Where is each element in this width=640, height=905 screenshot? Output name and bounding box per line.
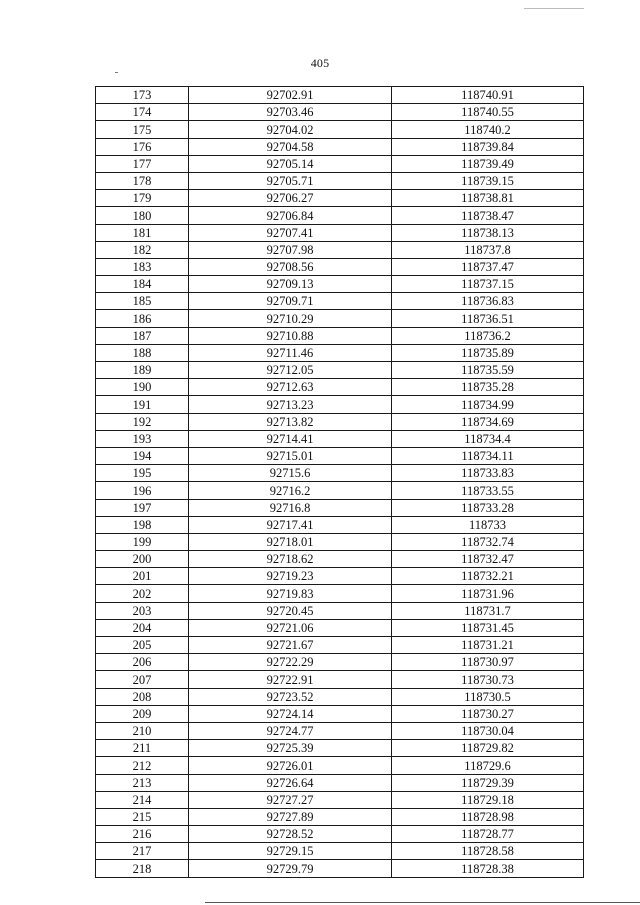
x-coordinate-cell: 92714.41 xyxy=(189,430,392,447)
y-coordinate-cell: 118740.55 xyxy=(392,104,584,121)
page-bottom-rule xyxy=(205,902,640,903)
table-row xyxy=(96,774,584,791)
x-coordinate-cell: 92706.27 xyxy=(189,190,392,207)
x-coordinate-cell: 92712.63 xyxy=(189,379,392,396)
y-coordinate-cell: 118731.7 xyxy=(392,602,584,619)
table-row xyxy=(96,241,584,258)
table-row xyxy=(96,860,584,877)
scan-speck xyxy=(115,72,118,73)
table-row xyxy=(96,499,584,516)
x-coordinate-cell: 92729.79 xyxy=(189,860,392,877)
table-row xyxy=(96,671,584,688)
y-coordinate-cell: 118730.73 xyxy=(392,671,584,688)
y-coordinate-cell: 118737.8 xyxy=(392,241,584,258)
table-row xyxy=(96,533,584,550)
y-coordinate-cell: 118731.96 xyxy=(392,585,584,602)
y-coordinate-cell: 118731.21 xyxy=(392,637,584,654)
x-coordinate-cell: 92705.71 xyxy=(189,172,392,189)
point-number-cell: 202 xyxy=(96,585,189,602)
table-row xyxy=(96,207,584,224)
x-coordinate-cell: 92727.89 xyxy=(189,808,392,825)
x-coordinate-cell: 92718.01 xyxy=(189,533,392,550)
point-number-cell: 217 xyxy=(96,843,189,860)
y-coordinate-cell: 118738.13 xyxy=(392,224,584,241)
point-number-cell: 215 xyxy=(96,808,189,825)
x-coordinate-cell: 92722.29 xyxy=(189,654,392,671)
table-row xyxy=(96,688,584,705)
point-number-cell: 211 xyxy=(96,740,189,757)
point-number-cell: 214 xyxy=(96,791,189,808)
x-coordinate-cell: 92718.62 xyxy=(189,551,392,568)
point-number-cell: 183 xyxy=(96,258,189,275)
point-number-cell: 179 xyxy=(96,190,189,207)
point-number-cell: 194 xyxy=(96,447,189,464)
y-coordinate-cell: 118733.28 xyxy=(392,499,584,516)
coordinate-table xyxy=(95,86,584,878)
table-row xyxy=(96,258,584,275)
x-coordinate-cell: 92728.52 xyxy=(189,826,392,843)
table-row xyxy=(96,344,584,361)
point-number-cell: 175 xyxy=(96,121,189,138)
x-coordinate-cell: 92704.02 xyxy=(189,121,392,138)
table-row xyxy=(96,465,584,482)
table-row xyxy=(96,327,584,344)
x-coordinate-cell: 92707.41 xyxy=(189,224,392,241)
y-coordinate-cell: 118731.45 xyxy=(392,619,584,636)
point-number-cell: 190 xyxy=(96,379,189,396)
point-number-cell: 216 xyxy=(96,826,189,843)
y-coordinate-cell: 118735.59 xyxy=(392,362,584,379)
point-number-cell: 206 xyxy=(96,654,189,671)
table-row xyxy=(96,740,584,757)
table-row xyxy=(96,791,584,808)
x-coordinate-cell: 92710.29 xyxy=(189,310,392,327)
x-coordinate-cell: 92709.13 xyxy=(189,276,392,293)
y-coordinate-cell: 118739.49 xyxy=(392,155,584,172)
point-number-cell: 210 xyxy=(96,722,189,739)
y-coordinate-cell: 118740.2 xyxy=(392,121,584,138)
table-row xyxy=(96,551,584,568)
table-row xyxy=(96,172,584,189)
y-coordinate-cell: 118738.81 xyxy=(392,190,584,207)
y-coordinate-cell: 118739.84 xyxy=(392,138,584,155)
point-number-cell: 184 xyxy=(96,276,189,293)
table-row xyxy=(96,362,584,379)
table-row xyxy=(96,757,584,774)
y-coordinate-cell: 118728.98 xyxy=(392,808,584,825)
table-row xyxy=(96,602,584,619)
y-coordinate-cell: 118732.21 xyxy=(392,568,584,585)
x-coordinate-cell: 92702.91 xyxy=(189,87,392,104)
point-number-cell: 207 xyxy=(96,671,189,688)
point-number-cell: 181 xyxy=(96,224,189,241)
table-row xyxy=(96,705,584,722)
x-coordinate-cell: 92716.2 xyxy=(189,482,392,499)
table-row xyxy=(96,155,584,172)
point-number-cell: 182 xyxy=(96,241,189,258)
x-coordinate-cell: 92706.84 xyxy=(189,207,392,224)
point-number-cell: 213 xyxy=(96,774,189,791)
y-coordinate-cell: 118730.5 xyxy=(392,688,584,705)
point-number-cell: 203 xyxy=(96,602,189,619)
y-coordinate-cell: 118733 xyxy=(392,516,584,533)
point-number-cell: 209 xyxy=(96,705,189,722)
y-coordinate-cell: 118729.82 xyxy=(392,740,584,757)
point-number-cell: 200 xyxy=(96,551,189,568)
point-number-cell: 180 xyxy=(96,207,189,224)
x-coordinate-cell: 92727.27 xyxy=(189,791,392,808)
point-number-cell: 185 xyxy=(96,293,189,310)
y-coordinate-cell: 118729.39 xyxy=(392,774,584,791)
point-number-cell: 204 xyxy=(96,619,189,636)
x-coordinate-cell: 92713.23 xyxy=(189,396,392,413)
table-row xyxy=(96,190,584,207)
table-row xyxy=(96,447,584,464)
x-coordinate-cell: 92705.14 xyxy=(189,155,392,172)
x-coordinate-cell: 92721.67 xyxy=(189,637,392,654)
table-row xyxy=(96,87,584,104)
x-coordinate-cell: 92704.58 xyxy=(189,138,392,155)
table-row xyxy=(96,310,584,327)
point-number-cell: 186 xyxy=(96,310,189,327)
point-number-cell: 191 xyxy=(96,396,189,413)
x-coordinate-cell: 92726.01 xyxy=(189,757,392,774)
table-row xyxy=(96,516,584,533)
y-coordinate-cell: 118735.89 xyxy=(392,344,584,361)
point-number-cell: 205 xyxy=(96,637,189,654)
point-number-cell: 197 xyxy=(96,499,189,516)
x-coordinate-cell: 92709.71 xyxy=(189,293,392,310)
point-number-cell: 188 xyxy=(96,344,189,361)
point-number-cell: 193 xyxy=(96,430,189,447)
y-coordinate-cell: 118736.2 xyxy=(392,327,584,344)
table-row xyxy=(96,138,584,155)
point-number-cell: 192 xyxy=(96,413,189,430)
x-coordinate-cell: 92712.05 xyxy=(189,362,392,379)
y-coordinate-cell: 118736.83 xyxy=(392,293,584,310)
x-coordinate-cell: 92729.15 xyxy=(189,843,392,860)
y-coordinate-cell: 118732.47 xyxy=(392,551,584,568)
x-coordinate-cell: 92724.14 xyxy=(189,705,392,722)
y-coordinate-cell: 118739.15 xyxy=(392,172,584,189)
table-row xyxy=(96,843,584,860)
y-coordinate-cell: 118728.38 xyxy=(392,860,584,877)
table-row xyxy=(96,293,584,310)
y-coordinate-cell: 118738.47 xyxy=(392,207,584,224)
table-row xyxy=(96,654,584,671)
y-coordinate-cell: 118740.91 xyxy=(392,87,584,104)
x-coordinate-cell: 92715.01 xyxy=(189,447,392,464)
y-coordinate-cell: 118730.97 xyxy=(392,654,584,671)
point-number-cell: 178 xyxy=(96,172,189,189)
point-number-cell: 174 xyxy=(96,104,189,121)
y-coordinate-cell: 118730.04 xyxy=(392,722,584,739)
table-row xyxy=(96,224,584,241)
y-coordinate-cell: 118729.6 xyxy=(392,757,584,774)
point-number-cell: 208 xyxy=(96,688,189,705)
coordinate-table-body xyxy=(96,87,584,878)
x-coordinate-cell: 92720.45 xyxy=(189,602,392,619)
table-row xyxy=(96,722,584,739)
x-coordinate-cell: 92724.77 xyxy=(189,722,392,739)
scan-edge-mark xyxy=(524,8,584,9)
x-coordinate-cell: 92707.98 xyxy=(189,241,392,258)
x-coordinate-cell: 92713.82 xyxy=(189,413,392,430)
page-number: 405 xyxy=(310,56,330,70)
point-number-cell: 195 xyxy=(96,465,189,482)
y-coordinate-cell: 118734.4 xyxy=(392,430,584,447)
table-row xyxy=(96,808,584,825)
table-row xyxy=(96,430,584,447)
point-number-cell: 199 xyxy=(96,533,189,550)
table-row xyxy=(96,585,584,602)
x-coordinate-cell: 92716.8 xyxy=(189,499,392,516)
table-row xyxy=(96,121,584,138)
y-coordinate-cell: 118728.77 xyxy=(392,826,584,843)
point-number-cell: 201 xyxy=(96,568,189,585)
point-number-cell: 173 xyxy=(96,87,189,104)
table-row xyxy=(96,413,584,430)
x-coordinate-cell: 92711.46 xyxy=(189,344,392,361)
table-row xyxy=(96,568,584,585)
point-number-cell: 177 xyxy=(96,155,189,172)
x-coordinate-cell: 92708.56 xyxy=(189,258,392,275)
y-coordinate-cell: 118735.28 xyxy=(392,379,584,396)
x-coordinate-cell: 92719.83 xyxy=(189,585,392,602)
y-coordinate-cell: 118734.99 xyxy=(392,396,584,413)
table-row xyxy=(96,396,584,413)
x-coordinate-cell: 92725.39 xyxy=(189,740,392,757)
point-number-cell: 212 xyxy=(96,757,189,774)
x-coordinate-cell: 92703.46 xyxy=(189,104,392,121)
point-number-cell: 176 xyxy=(96,138,189,155)
y-coordinate-cell: 118733.83 xyxy=(392,465,584,482)
point-number-cell: 187 xyxy=(96,327,189,344)
y-coordinate-cell: 118734.69 xyxy=(392,413,584,430)
y-coordinate-cell: 118734.11 xyxy=(392,447,584,464)
y-coordinate-cell: 118729.18 xyxy=(392,791,584,808)
table-row xyxy=(96,379,584,396)
x-coordinate-cell: 92715.6 xyxy=(189,465,392,482)
point-number-cell: 218 xyxy=(96,860,189,877)
y-coordinate-cell: 118732.74 xyxy=(392,533,584,550)
y-coordinate-cell: 118733.55 xyxy=(392,482,584,499)
x-coordinate-cell: 92722.91 xyxy=(189,671,392,688)
table-row xyxy=(96,637,584,654)
y-coordinate-cell: 118730.27 xyxy=(392,705,584,722)
y-coordinate-cell: 118737.47 xyxy=(392,258,584,275)
table-row xyxy=(96,826,584,843)
y-coordinate-cell: 118737.15 xyxy=(392,276,584,293)
y-coordinate-cell: 118728.58 xyxy=(392,843,584,860)
point-number-cell: 189 xyxy=(96,362,189,379)
x-coordinate-cell: 92723.52 xyxy=(189,688,392,705)
x-coordinate-cell: 92710.88 xyxy=(189,327,392,344)
table-row xyxy=(96,104,584,121)
x-coordinate-cell: 92726.64 xyxy=(189,774,392,791)
y-coordinate-cell: 118736.51 xyxy=(392,310,584,327)
point-number-cell: 198 xyxy=(96,516,189,533)
x-coordinate-cell: 92717.41 xyxy=(189,516,392,533)
table-row xyxy=(96,276,584,293)
point-number-cell: 196 xyxy=(96,482,189,499)
table-row xyxy=(96,482,584,499)
x-coordinate-cell: 92719.23 xyxy=(189,568,392,585)
x-coordinate-cell: 92721.06 xyxy=(189,619,392,636)
table-row xyxy=(96,619,584,636)
